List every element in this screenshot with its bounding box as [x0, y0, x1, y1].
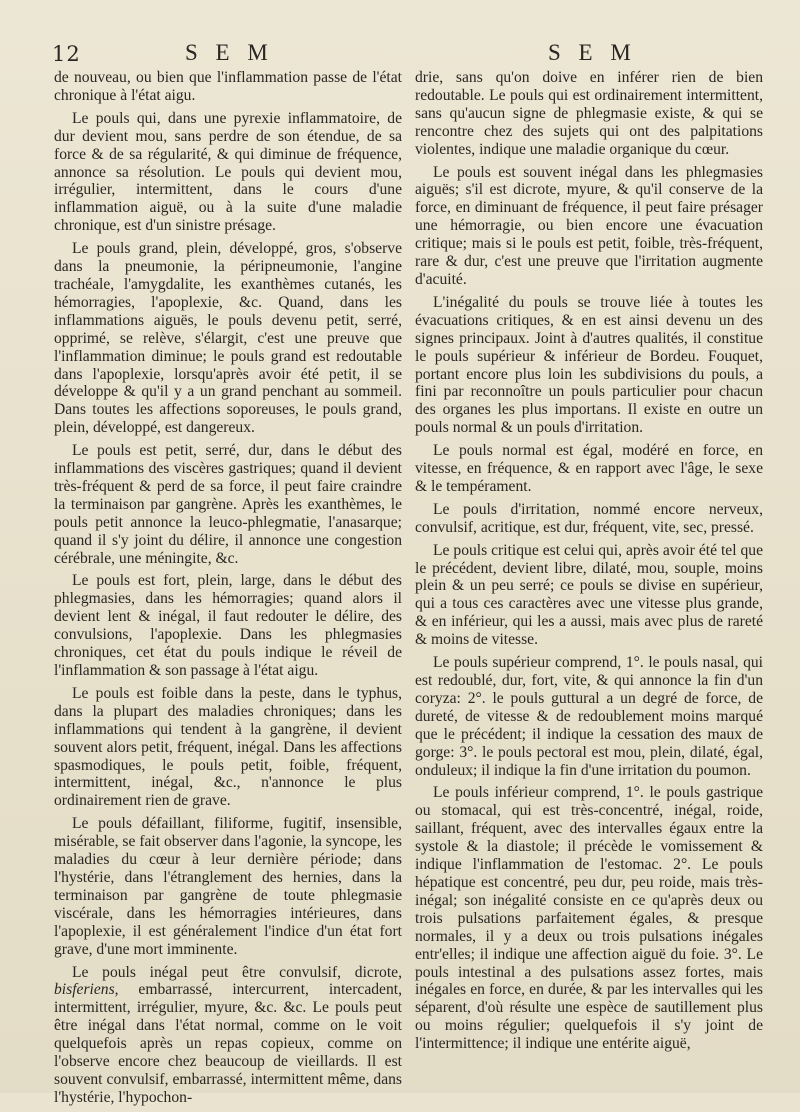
paragraph: Le pouls est fort, plein, large, dans le début des phlegmasies, dans les hémorragies; quand alors il devient lent & inégal, il faut redouter le délire, des convulsions, l'apoplexie. Dans les phlegmasies chroniques, cet état du pouls indique le réveil de l'inflammation & son passage à l'état aigu. [54, 572, 402, 679]
paragraph: Le pouls normal est égal, modéré en force, en vitesse, en fréquence, & en rapport avec l'âge, le sexe & le tempérament. [415, 442, 763, 495]
running-head-right: S E M [548, 40, 637, 65]
paragraph: de nouveau, ou bien que l'inflammation passe de l'état chronique à l'état aigu. [54, 69, 402, 104]
paragraph: L'inégalité du pouls se trouve liée à toutes les évacuations critiques, & en est ainsi devenu un des signes principaux. Joint à d'autres qualités, il constitue le pouls supérieur & inférieur de Bordeu. Fouquet, portant encore plus loin les subdivisions du pouls, a fini par reconnoître un pouls particulier pour chacun des organes les plus importans. Il existe en outre un pouls normal & un pouls d'irritation. [415, 293, 763, 437]
paragraph: Le pouls grand, plein, développé, gros, s'observe dans la pneumonie, la péripneumonie, l'angine trachéale, l'amygdalite, les exanthèmes cutanés, les hémorragies, l'apoplexie, &c. Quand, dans les inflammations aiguës, le pouls devenu petit, serré, opprimé, se relève, s'élargit, c'est une preuve que l'inflammation diminue; le pouls grand est redoutable dans l'apoplexie, lorsqu'après avoir été petit, il se développe & qu'il y a un grand penchant au sommeil. Dans toutes les affections soporeuses, le pouls grand, plein, développé, est dangereux. [54, 240, 402, 437]
paragraph: Le pouls est petit, serré, dur, dans le début des inflammations des viscères gastriques; quand il devient très-fréquent & perd de sa force, il peut faire craindre la terminaison par gangrène. Après les exanthèmes, le pouls petit annonce la leuco-phlegmatie, l'anasarque; quand il s'y joint du délire, il annonce une congestion cérébrale, une méningite, &c. [54, 442, 402, 567]
paragraph: Le pouls supérieur comprend, 1°. le pouls nasal, qui est redoublé, dur, fort, vite, & qui annonce la fin d'un coryza: 2°. le pouls guttural a un degré de force, de dureté, de vitesse & de redoublement moins marqué que le précédent; il indique la cessation des maux de gorge: 3°. le pouls pectoral est mou, plein, dilaté, égal, onduleux; il indique la fin d'une irritation du poumon. [415, 654, 763, 779]
page-number: 12 [52, 42, 81, 66]
paragraph-text: , embarrassé, intercurrent, intercadent, intermittent, irrégulier, myure, &c. &c. Le pouls peut être inégal dans l'état normal, comme on le voit quelquefois après un repas copieux, comme on l'observe encore chez beaucoup de vieillards. Il est souvent convulsif, embarrassé, intermittent même, dans l'hystérie, l'hypochon- [54, 981, 402, 1106]
right-column [415, 69, 763, 1058]
italic-term: bisferiens [54, 981, 115, 999]
paragraph: drie, sans qu'on doive en inférer rien de bien redoutable. Le pouls qui est ordinairement intermittent, sans qu'aucun signe de phlegmasie existe, & qui se rencontre chez des sujets qui ont des palpitations violentes, indique une maladie organique du cœur. [415, 69, 763, 158]
paragraph: Le pouls inférieur comprend, 1°. le pouls gastrique ou stomacal, qui est très-concentré, inégal, roide, saillant, fréquent, avec des intervalles égaux entre la systole & la diastole; il précède le vomissement & indique l'inflammation de l'estomac. 2°. Le pouls hépatique est concentré, peu dur, peu roide, mais très-inégal; son inégalité consiste en ce qu'après deux ou trois pulsations parfaitement égales, & presque normales, il y a deux ou trois pulsations inégales entr'elles; il indique une affection aiguë du foie. 3°. Le pouls intestinal a des pulsations assez fortes, mais inégales en force, en durée, & par les intervalles qui les séparent, d'où résulte une espèce de sautillement plus ou moins régulier; quelquefois il s'y joint de l'intermittence; il indique une entérite aiguë, [415, 784, 763, 1053]
paragraph [54, 964, 402, 1107]
paragraph: Le pouls défaillant, filiforme, fugitif, insensible, misérable, se fait observer dans l'agonie, la syncope, les maladies du cœur à leur dernière période; dans l'hystérie, dans l'étranglement des hernies, dans la terminaison par gangrène de toute phlegmasie viscérale, dans les hémorragies intérieures, dans l'apoplexie, il est généralement l'indice d'un état fort grave, d'une mort imminente. [54, 815, 402, 958]
running-head [0, 40, 800, 70]
paragraph: Le pouls d'irritation, nommé encore nerveux, convulsif, acritique, est dur, fréquent, vite, sec, pressé. [415, 500, 763, 536]
paragraph: Le pouls est souvent inégal dans les phlegmasies aiguës; s'il est dicrote, myure, & qu'il conserve de la force, en diminuant de fréquence, il peut faire présager une hémorragie, ou bien encore une évacuation critique; mais si le pouls est petit, foible, très-fréquent, rare & dur, c'est une preuve que l'irritation augmente d'acuité. [415, 163, 763, 288]
paragraph-text: Le pouls inégal peut être convulsif, dicrote, [72, 963, 402, 981]
left-column [54, 69, 402, 1112]
paragraph: Le pouls est foible dans la peste, dans le typhus, dans la plupart des maladies chroniques; dans les inflammations qui tendent à la gangrène, il devient souvent alors petit, fréquent, inégal. Dans les affections spasmodiques, le pouls petit, foible, fréquent, intermittent, inégal, &c., n'annonce le plus ordinairement rien de grave. [54, 684, 402, 810]
paragraph: Le pouls critique est celui qui, après avoir été tel que le précédent, devient libre, dilaté, mou, souple, moins plein & un peu serré; ce pouls se divise en supérieur, qui a tous ces caractères avec une vitesse plus grande, & en inférieur, qui les a aussi, mais avec plus de rareté & moins de vitesse. [415, 541, 763, 649]
running-head-left: S E M [185, 40, 274, 65]
paragraph: Le pouls qui, dans une pyrexie inflammatoire, de dur devient mou, sans perdre de son étendue, de sa force & de sa régularité, & qui diminue de fréquence, annonce sa résolution. Le pouls qui devient mou, irrégulier, intermittent, dans le cours d'une inflammation aiguë, ou à la suite d'une maladie chronique, est d'un sinistre présage. [54, 109, 402, 235]
